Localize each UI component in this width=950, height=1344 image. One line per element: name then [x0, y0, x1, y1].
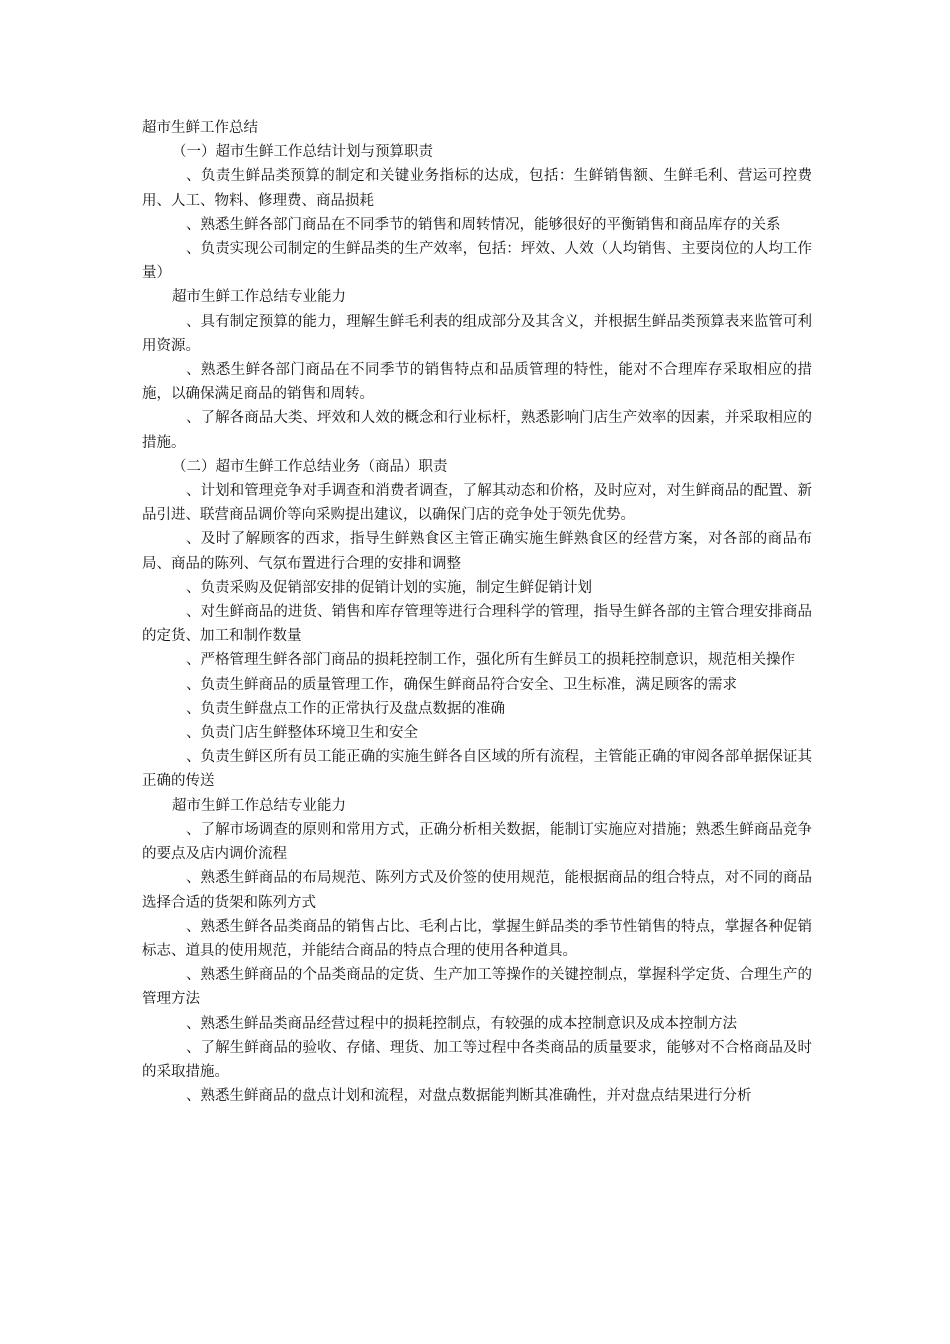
list-item: 、了解各商品大类、坪效和人效的概念和行业标杆，熟悉影响门店生产效率的因素，并采取相应的措施。: [142, 410, 812, 451]
subsection-heading: 超市生鲜工作总结专业能力: [172, 797, 346, 814]
list-item: 、熟悉生鲜品类商品经营过程中的损耗控制点，有较强的成本控制意识及成本控制方法: [186, 1015, 737, 1032]
list-item: 、熟悉生鲜各品类商品的销售占比、毛利占比，掌握生鲜品类的季节性销售的特点，掌握各种促销标志、道具的使用规范，并能结合商品的特点合理的使用各种道具。: [142, 918, 812, 959]
list-item: 、对生鲜商品的进货、销售和库存管理等进行合理科学的管理，指导生鲜各部的主管合理安排商品的定货、加工和制作数量: [142, 604, 812, 645]
list-item: 、熟悉生鲜商品的个品类商品的定货、生产加工等操作的关键控制点，掌握科学定货、合理生产的管理方法: [142, 967, 812, 1008]
list-item: 、具有制定预算的能力，理解生鲜毛利表的组成部分及其含义，并根据生鲜品类预算表来监管可利用资源。: [142, 313, 812, 354]
list-item: 、负责生鲜品类预算的制定和关键业务指标的达成，包括：生鲜销售额、生鲜毛利、营运可控费用、人工、物料、修理费、商品损耗: [142, 168, 812, 209]
list-item: 、了解市场调查的原则和常用方式，正确分析相关数据，能制订实施应对措施；熟悉生鲜商品竞争的要点及店内调价流程: [142, 821, 812, 863]
document-page: [142, 116, 812, 1108]
list-item: 、熟悉生鲜各部门商品在不同季节的销售和周转情况，能够很好的平衡销售和商品库存的关系: [186, 216, 781, 233]
document-body: [142, 140, 812, 1108]
list-item: 、计划和管理竞争对手调查和消费者调查，了解其动态和价格，及时应对，对生鲜商品的配置、新品引进、联营商品调价等向采购提出建议，以确保门店的竞争处于领先优势。: [142, 483, 812, 524]
list-item: 、了解生鲜商品的验收、存储、理货、加工等过程中各类商品的质量要求，能够对不合格商品及时的采取措施。: [142, 1039, 812, 1080]
list-item: 、熟悉生鲜各部门商品在不同季节的销售特点和品质管理的特性，能对不合理库存采取相应的措施，以确保满足商品的销售和周转。: [142, 362, 812, 403]
section-heading: （一）超市生鲜工作总结计划与预算职责: [172, 144, 433, 161]
document-title: 超市生鲜工作总结: [142, 120, 258, 136]
list-item: 、及时了解顾客的西求，指导生鲜熟食区主管正确实施生鲜熟食区的经营方案，对各部的商品布局、商品的陈列、气氛布置进行合理的安排和调整: [142, 531, 812, 572]
list-item: 、负责门店生鲜整体环境卫生和安全: [186, 725, 418, 742]
list-item: 、熟悉生鲜商品的布局规范、陈列方式及价签的使用规范，能根据商品的组合特点，对不同的商品选择合适的货架和陈列方式: [142, 870, 812, 911]
list-item: 、负责采购及促销部安排的促销计划的实施，制定生鲜促销计划: [186, 579, 592, 596]
list-item: 、负责实现公司制定的生鲜品类的生产效率，包括：坪效、人效（人均销售、主要岗位的人均工作量）: [142, 241, 812, 282]
list-item: 、严格管理生鲜各部门商品的损耗控制工作，强化所有生鲜员工的损耗控制意识，规范相关操作: [186, 652, 795, 669]
list-item: 、负责生鲜区所有员工能正确的实施生鲜各自区域的所有流程，主管能正确的审阅各部单据保证其正确的传送: [142, 749, 812, 790]
section-heading: （二）超市生鲜工作总结业务（商品）职责: [172, 458, 448, 475]
list-item: 、负责生鲜商品的质量管理工作，确保生鲜商品符合安全、卫生标准，满足顾客的需求: [186, 676, 737, 693]
subsection-heading: 超市生鲜工作总结专业能力: [172, 289, 346, 306]
list-item: 、熟悉生鲜商品的盘点计划和流程，对盘点数据能判断其准确性，并对盘点结果进行分析: [186, 1088, 752, 1105]
list-item: 、负责生鲜盘点工作的正常执行及盘点数据的准确: [186, 700, 505, 717]
